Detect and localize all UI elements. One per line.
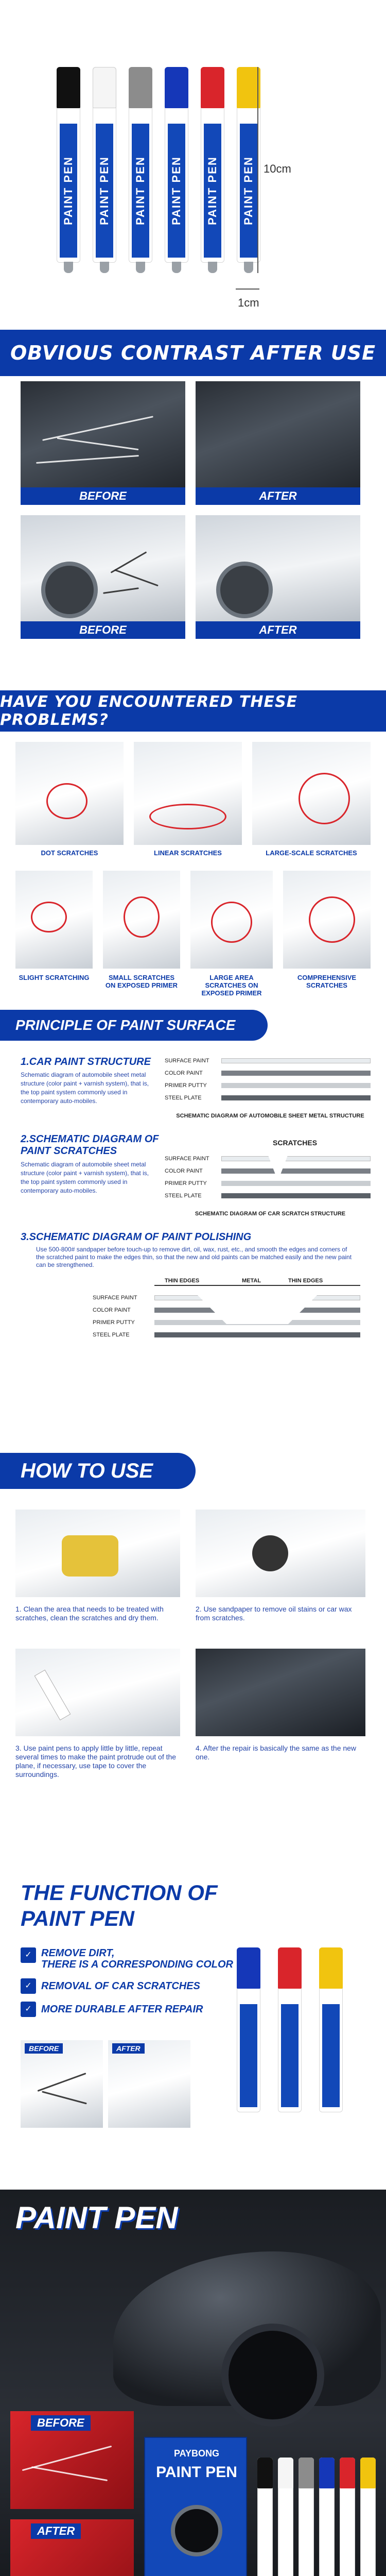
howto-photo-2	[196, 1510, 365, 1597]
principle-step1-caption: SCHEMATIC DIAGRAM OF AUTOMOBILE SHEET METAL STRUCTURE	[176, 1113, 364, 1119]
problem-caption-5: SMALL SCRATCHES ON EXPOSED PRIMER	[105, 974, 178, 989]
problem-photo-4	[15, 871, 93, 969]
wheel-graphic	[41, 562, 98, 618]
finale-after-tag: AFTER	[31, 2523, 81, 2539]
finale-pen-blue	[319, 2458, 335, 2576]
howto-banner	[0, 1453, 196, 1489]
width-dimension-label: 1cm	[238, 296, 259, 309]
principle-section	[0, 1010, 386, 1453]
finale-title: PAINT PEN	[15, 2200, 178, 2235]
howto-step-4: 4. After the repair is basically the same as the new one.	[196, 1744, 357, 1761]
finale-before-tag: BEFORE	[31, 2415, 91, 2431]
box-title: PAINT PEN	[156, 2464, 237, 2481]
problem-photo-6	[190, 871, 273, 969]
howto-photo-4	[196, 1649, 365, 1736]
height-dimension-line	[257, 67, 258, 273]
howto-title: HOW TO USE	[21, 1459, 153, 1482]
problem-caption-4: SLIGHT SCRATCHING	[19, 974, 90, 981]
principle-title: PRINCIPLE OF PAINT SURFACE	[15, 1017, 236, 1033]
function-pen-red	[278, 1947, 302, 2112]
finale-after-photo	[10, 2519, 134, 2576]
function-point-3: ✓ MORE DURABLE AFTER REPAIR	[21, 2002, 203, 2017]
problem-photo-7	[283, 871, 371, 969]
function-title-2: PAINT PEN	[21, 1906, 134, 1930]
function-pen-blue	[237, 1947, 260, 2112]
pen-group	[57, 67, 273, 273]
box-brand: PAYBONG	[173, 2448, 220, 2459]
finale-before-photo	[10, 2411, 134, 2509]
function-after-photo	[108, 2040, 190, 2128]
howto-step-3: 3. Use paint pens to apply little by little, repeat several times to make the paint protrude out of the plane, if necessary, use tape to cover the surroundings.	[15, 1744, 177, 1778]
pen-gray: PAINT PEN	[129, 67, 152, 263]
function-pen-yellow	[319, 1947, 343, 2112]
check-icon: ✓	[21, 1978, 36, 1994]
wheel-graphic	[216, 562, 273, 618]
howto-step-1: 1. Clean the area that needs to be treated with scratches, clean the scratches and dry them.	[15, 1605, 164, 1622]
principle-step1-text: Schematic diagram of automobile sheet metal structure (color paint + varnish system), that is, the top paint system commonly used in contemporary auto-mobiles.	[21, 1071, 149, 1105]
principle-banner	[0, 1010, 268, 1041]
problems-title: HAVE YOU ENCOUNTERED THESE PROBLEMS?	[0, 693, 298, 729]
problem-photo-5	[103, 871, 180, 969]
howto-photo-3	[15, 1649, 180, 1736]
height-dimension-label: 10cm	[264, 162, 291, 175]
principle-step2-title: 2.SCHEMATIC DIAGRAM OF PAINT SCRATCHES	[21, 1133, 159, 1157]
problem-caption-1: DOT SCRATCHES	[41, 849, 98, 857]
finale-pen-gray	[299, 2458, 314, 2576]
layer-diagram-3: THIN EDGES METAL THIN EDGES SURFACE PAINT COLOR PAINT PRIMER PUTTY STEEL PLATE	[93, 1278, 371, 1345]
principle-step2-text: Schematic diagram of automobile sheet metal structure (color paint + varnish system), that is, the top paint system commonly used in contemporary auto-mobiles.	[21, 1161, 149, 1194]
problem-photo-1	[15, 742, 124, 845]
function-after-tag: AFTER	[112, 2043, 145, 2054]
principle-step1-title: 1.CAR PAINT STRUCTURE	[21, 1056, 151, 1067]
after-tag: AFTER	[196, 487, 360, 505]
howto-step-2: 2. Use sandpaper to remove oil stains or car wax from scratches.	[196, 1605, 352, 1622]
finale-pen-red	[340, 2458, 355, 2576]
before-photo-1	[21, 381, 185, 505]
width-dimension-line	[236, 289, 259, 290]
finale-pen-black	[257, 2458, 273, 2576]
layer-diagram-2: SURFACE PAINT COLOR PAINT PRIMER PUTTY STEEL PLATE	[165, 1154, 371, 1206]
after-photo-1	[196, 381, 360, 505]
problem-caption-6: LARGE AREA SCRATCHES ON EXPOSED PRIMER	[201, 974, 262, 997]
after-tag: AFTER	[196, 621, 360, 639]
before-tag: BEFORE	[21, 487, 185, 505]
problem-caption-3: LARGE-SCALE SCRATCHES	[266, 849, 357, 857]
contrast-section	[0, 381, 386, 701]
howto-photo-1	[15, 1510, 180, 1597]
finale-section	[0, 2190, 386, 2576]
before-photo-2	[21, 515, 185, 639]
problem-photo-2	[134, 742, 242, 845]
principle-step2-caption: SCHEMATIC DIAGRAM OF CAR SCRATCH STRUCTURE	[195, 1211, 346, 1217]
check-icon: ✓	[21, 1947, 36, 1963]
problem-photo-3	[252, 742, 371, 845]
pen-white: PAINT PEN	[93, 67, 116, 263]
check-icon: ✓	[21, 2002, 36, 2017]
principle-step3-text: Use 500-800# sandpaper before touch-up to remove dirt, oil, wax, rust, etc., and smooth the edges and corners of the scratched paint to make the edges thin, so that the new and old paints can be matched easily and the new paint can be strengthened.	[36, 1246, 352, 1268]
finale-pen-white	[278, 2458, 293, 2576]
before-tag: BEFORE	[21, 621, 185, 639]
contrast-title: OBVIOUS CONTRAST AFTER USE	[10, 342, 376, 364]
function-point-1: ✓ REMOVE DIRT, THERE IS A CORRESPONDING COLOR	[21, 1947, 233, 1970]
pen-blue: PAINT PEN	[165, 67, 188, 263]
problems-banner	[0, 690, 386, 732]
pen-red: PAINT PEN	[201, 67, 224, 263]
howto-section	[0, 1453, 386, 1875]
principle-step3-title: 3.SCHEMATIC DIAGRAM OF PAINT POLISHING	[21, 1231, 252, 1243]
layer-diagram-1: SURFACE PAINT COLOR PAINT PRIMER PUTTY STEEL PLATE	[165, 1056, 371, 1108]
finale-wheel	[221, 2324, 324, 2427]
contrast-banner	[0, 330, 386, 376]
after-photo-2	[196, 515, 360, 639]
function-section	[0, 1875, 386, 2190]
hero-section	[0, 0, 386, 325]
pen-black: PAINT PEN	[57, 67, 80, 263]
scratches-label: SCRATCHES	[273, 1139, 318, 1147]
function-before-tag: BEFORE	[25, 2043, 63, 2054]
function-before-photo	[21, 2040, 103, 2128]
function-point-2: ✓ REMOVAL OF CAR SCRATCHES	[21, 1978, 200, 1994]
problem-caption-7: COMPREHENSIVE SCRATCHES	[297, 974, 357, 989]
function-title-1: THE FUNCTION OF	[21, 1880, 218, 1905]
product-box	[144, 2437, 247, 2576]
problems-section	[0, 742, 386, 1010]
problem-caption-2: LINEAR SCRATCHES	[154, 849, 222, 857]
pen-yellow: PAINT PEN	[237, 67, 260, 263]
finale-pen-yellow	[360, 2458, 376, 2576]
